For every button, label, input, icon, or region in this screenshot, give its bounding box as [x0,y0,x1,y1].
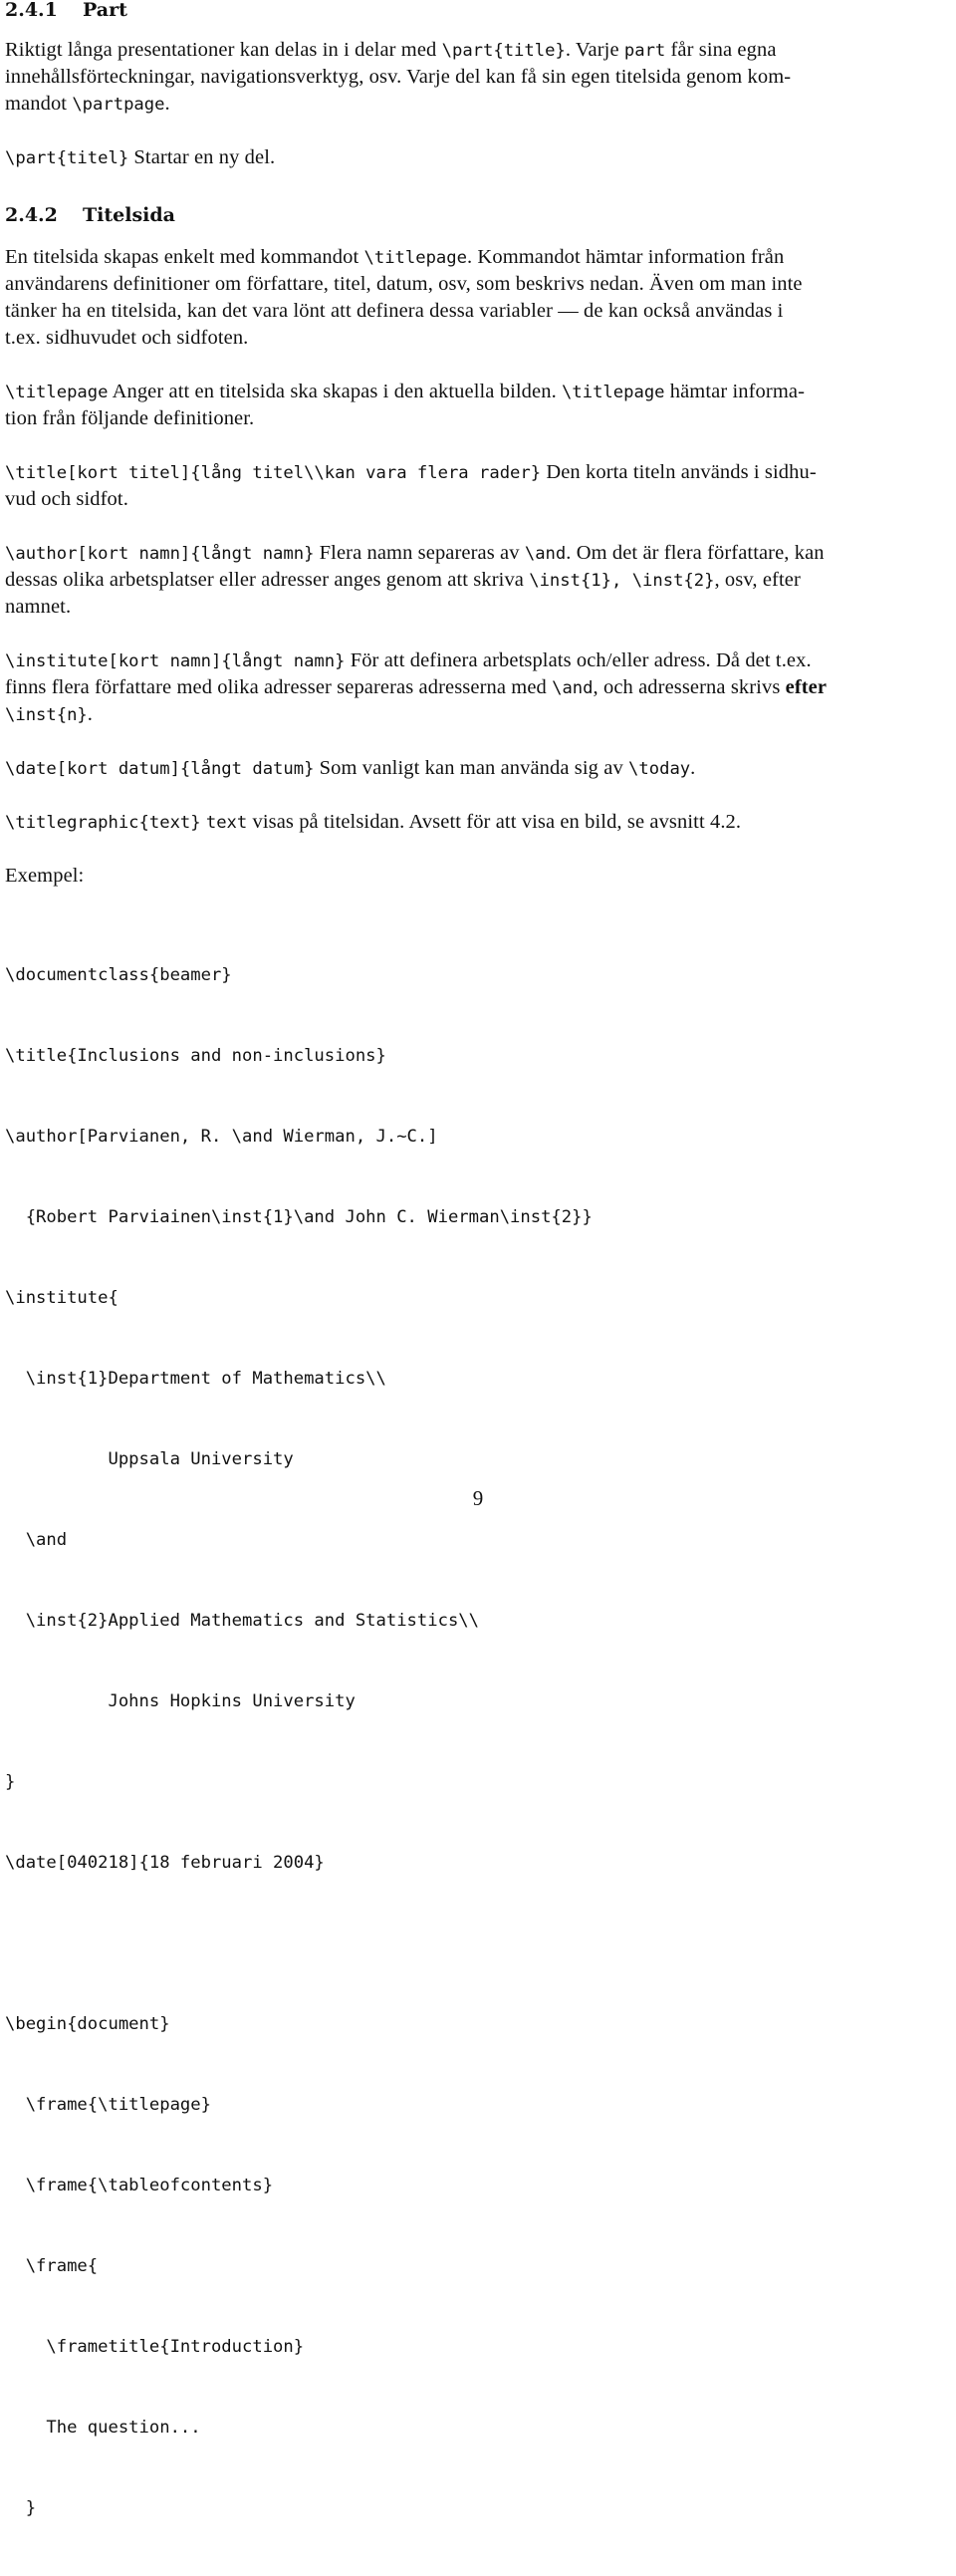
section-heading-titelsida [5,203,175,227]
text: mandot [5,93,73,115]
inline-code: \and [552,678,594,698]
inline-code: \today [628,759,691,779]
section-number: 2.4.2 [5,204,58,226]
code-line: {Robert Parviainen\inst{1}\and John C. Wierman\inst{2}} [5,1207,593,1227]
paragraph-part-line-1 [5,37,951,65]
code-line: \date[040218]{18 februari 2004} [5,1853,325,1873]
definition-author-line-3: namnet. [5,596,72,618]
section-number: 2.4.1 [5,0,58,21]
command-name: \part{titel} [5,148,129,168]
command-name: \title[kort titel]{lång titel\\kan vara flera rader} [5,463,542,483]
code-line: \and [5,1530,68,1550]
text: Den korta titeln används i sidhu- [541,461,817,483]
text: finns flera författare med olika adresser separeras adresserna med [5,676,553,698]
text: , och adresserna skrivs [593,676,786,698]
inline-code: \and [524,544,567,564]
text: Som vanligt kan man använda sig av [314,757,629,779]
inline-code: \titlepage [562,383,665,402]
section-title: Titelsida [83,204,175,226]
page-number: 9 [472,1486,484,1510]
definition-author-line-2 [5,567,951,595]
code-line: \frame{\titlepage} [5,2095,211,2115]
definition-titlepage-line-2: tion från följande definitioner. [5,407,255,429]
code-line: \author[Parvianen, R. \and Wierman, J.~C.] [5,1127,438,1147]
text: För att definera arbetsplats och/eller adress. Då det t.ex. [345,649,812,671]
code-line: } [5,1772,16,1792]
command-name: \titlepage [5,383,109,402]
code-line: Uppsala University [5,1449,294,1469]
inline-code: \partpage [72,95,165,115]
code-line: \begin{document} [5,2014,170,2034]
code-line: \inst{2}Applied Mathematics and Statistics\\ [5,1611,479,1631]
text: får sina egna [665,39,777,61]
text: . Varje [565,39,624,61]
definition-part [5,144,951,172]
definition-titlegraphic [5,809,951,837]
definition-institute-line-2 [5,674,951,702]
command-name: \author[kort namn]{långt namn} [5,544,315,564]
paragraph-titelsida-line-4: t.ex. sidhuvudet och sidfoten. [5,327,249,349]
inline-code: \inst{1}, \inst{2} [529,571,715,591]
code-line: \institute{ [5,1288,119,1308]
definition-title-line-2: vud och sidfot. [5,488,128,510]
section-heading-part [5,0,127,22]
inline-code: \part{title} [441,41,566,61]
code-listing [5,908,593,2576]
text: , osv, efter [714,569,801,591]
code-line: \title{Inclusions and non-inclusions} [5,1046,386,1066]
text: En titelsida skapas enkelt med kommandot [5,246,364,268]
bold-text: efter [785,676,828,698]
code-line: \inst{1}Department of Mathematics\\ [5,1369,386,1389]
code-line: \frame{ [5,2256,99,2276]
paragraph-part-line-2: innehållsförteckningar, navigationsverktyg, osv. Varje del kan få sin egen titelsida genom kom- [5,66,792,88]
command-name: \titlegraphic{text} [5,813,201,833]
paragraph-titelsida-line-3: tänker ha en titelsida, kan det vara lönt att definera dessa variabler — de kan också användas i [5,300,784,322]
definition-institute-line-1 [5,647,951,675]
definition-author-line-1 [5,540,951,568]
text: . Om det är flera författare, kan [566,542,825,564]
command-name: \institute[kort namn]{långt namn} [5,651,346,671]
code-line: The question... [5,2418,201,2438]
section-title: Part [83,0,127,21]
inline-code: text [205,813,248,833]
text: Flera namn separeras av [314,542,525,564]
definition-institute-line-3 [5,701,951,729]
definition-title-line-1 [5,459,951,487]
command-name: \date[kort datum]{långt datum} [5,759,315,779]
paragraph-part-line-3 [5,91,951,119]
inline-code: part [623,41,666,61]
paragraph-titelsida-line-1 [5,244,951,272]
definition-titlepage-line-1 [5,379,951,406]
text: Riktigt långa presentationer kan delas in i delar med [5,39,442,61]
text: visas på titelsidan. Avsett för att visa en bild, se avsnitt 4.2. [247,811,742,833]
code-line: } [5,2498,37,2518]
definition-date [5,755,951,783]
text: . [164,93,170,115]
text: . [87,703,94,725]
text: . Kommandot hämtar information från [466,246,785,268]
text: Anger att en titelsida ska skapas i den aktuella bilden. [108,381,563,402]
text: . [690,757,696,779]
code-line: Johns Hopkins University [5,1691,356,1711]
code-line [5,1931,593,1957]
code-line: \documentclass{beamer} [5,965,232,985]
paragraph-titelsida-line-2: användarens definitioner om författare, titel, datum, osv, som beskrivs nedan. Även om man inte [5,273,803,295]
text: dessas olika arbetsplatser eller adresser anges genom att skriva [5,569,530,591]
example-label: Exempel: [5,865,85,887]
inline-code: \inst{n} [5,705,88,725]
code-line: \frametitle{Introduction} [5,2337,305,2357]
definition-text: Startar en ny del. [128,146,276,168]
text: hämtar informa- [664,381,806,402]
code-line: \frame{\tableofcontents} [5,2176,274,2195]
inline-code: \titlepage [363,248,467,268]
